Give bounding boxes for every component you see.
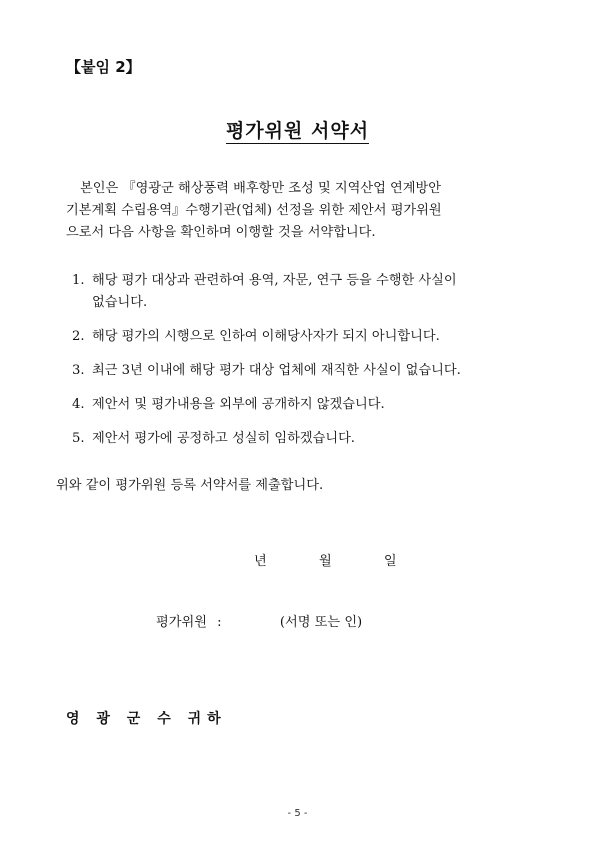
closing-statement: 위와 같이 평가위원 등록 서약서를 제출합니다.: [56, 478, 324, 493]
page-number: - 5 -: [287, 808, 308, 819]
pledge-item: [72, 360, 542, 382]
pledge-text: 없습니다.: [92, 295, 148, 310]
document-title: [0, 116, 595, 143]
recipient: 영 광 군 수 귀하: [66, 711, 227, 727]
pledge-number: 2.: [72, 329, 85, 344]
document-title-text: 평가위원 서약서: [225, 120, 370, 142]
pledge-item: [72, 326, 542, 348]
pledge-number: 5.: [72, 431, 85, 446]
date-line: [254, 550, 425, 569]
pledge-text: 해당 평가의 시행으로 인하여 이해당사자가 되지 아니합니다.: [92, 329, 440, 344]
pledge-item: [72, 270, 542, 314]
intro-line: 본인은 『영광군 해상풍력 배후항만 조성 및 지역산업 연계방안: [80, 181, 442, 196]
intro-line: 으로서 다음 사항을 확인하며 이행할 것을 서약합니다.: [66, 225, 376, 240]
signature-line: [156, 611, 362, 630]
pledge-text: 해당 평가 대상과 관련하여 용역, 자문, 연구 등을 수행한 사실이: [92, 273, 457, 288]
pledge-text: 제안서 평가에 공정하고 성실히 임하겠습니다.: [92, 431, 356, 446]
pledge-number: 3.: [72, 363, 85, 378]
intro-paragraph: [66, 178, 541, 244]
pledge-list: [72, 270, 542, 462]
pledge-text: 최근 3년 이내에 해당 평가 대상 업체에 재직한 사실이 없습니다.: [92, 363, 461, 378]
pledge-number: 4.: [72, 397, 85, 412]
pledge-item: [72, 428, 542, 450]
date-day: 일: [383, 554, 397, 569]
pledge-item: [72, 394, 542, 416]
signer-colon: :: [217, 615, 222, 630]
pledge-number: 1.: [72, 273, 85, 288]
date-year: 년: [254, 554, 267, 569]
attachment-label: 【붙임 2】: [66, 58, 141, 76]
pledge-text: 제안서 및 평가내용을 외부에 공개하지 않겠습니다.: [92, 397, 385, 412]
signer-label: 평가위원: [156, 615, 207, 630]
signature-placeholder: (서명 또는 인): [279, 615, 363, 630]
date-month: 월: [318, 554, 332, 569]
intro-line: 기본계획 수립용역』수행기관(업체) 선정을 위한 제안서 평가위원: [66, 203, 442, 218]
